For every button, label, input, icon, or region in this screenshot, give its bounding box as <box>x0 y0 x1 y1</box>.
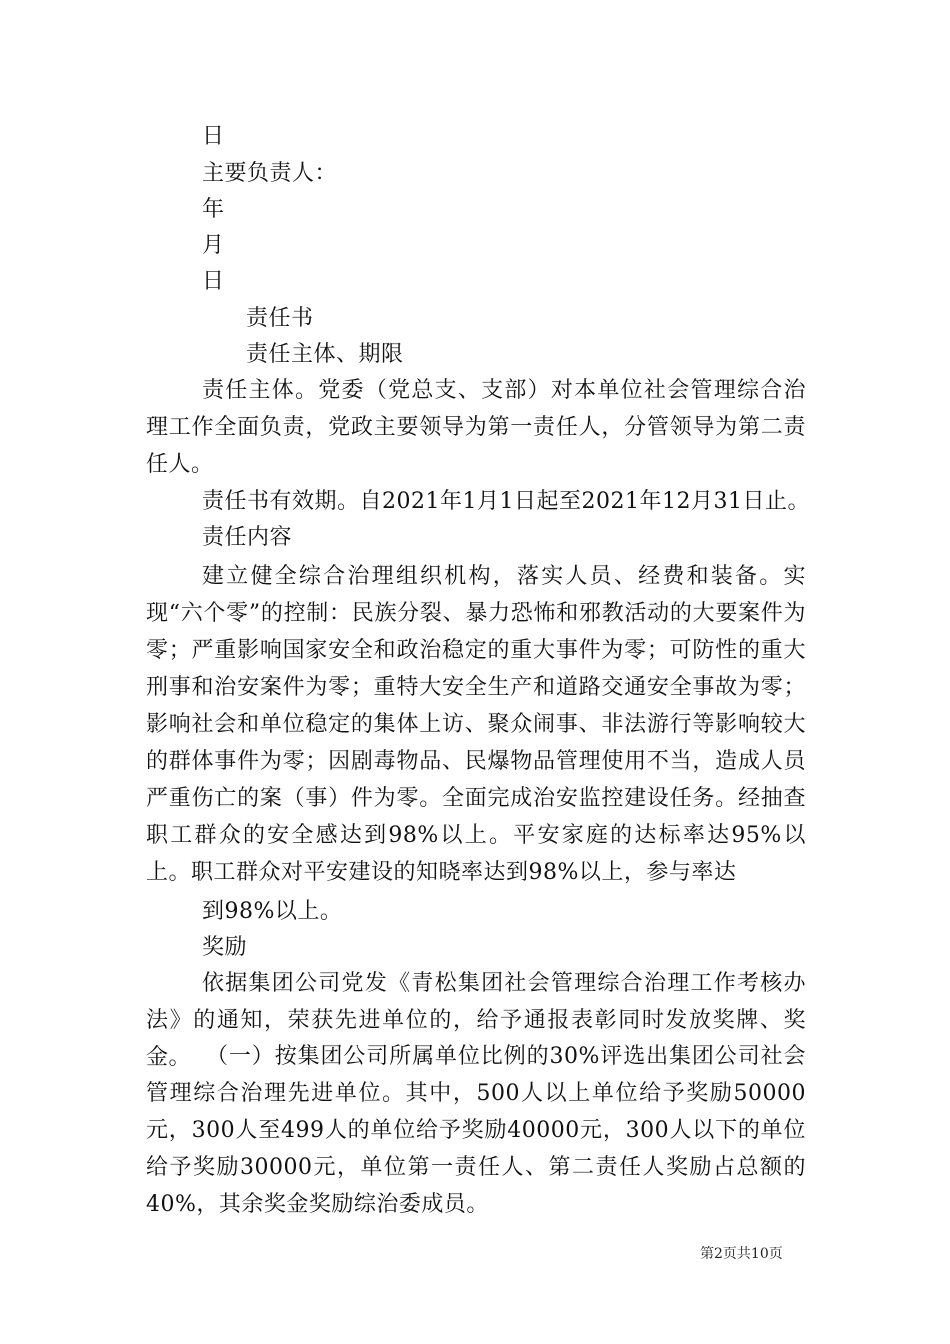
heading-responsibility-letter: 责任书 <box>246 306 314 331</box>
text-line-responsible-person: 主要负责人： <box>202 161 338 186</box>
text-line-year: 年 <box>202 197 225 222</box>
text-line-day-2: 日 <box>202 269 225 294</box>
heading-subject-period: 责任主体、期限 <box>246 342 404 367</box>
heading-content: 责任内容 <box>202 525 293 550</box>
page-number: 第2页共10页 <box>700 1246 783 1262</box>
paragraph-reward: 依据集团公司党发《青松集团社会管理综合治理工作考核办法》的通知，荣获先进单位的，给予通报表彰同时发放奖牌、奖金。 <box>146 971 806 1070</box>
paragraph-validity: 责任书有效期。自2021年1月1日起至2021年12月31日止。 <box>202 489 810 514</box>
paragraph-reward-item-1: （一）按集团公司所属单位比例的30%评选出集团公司社会管理综合治理先进单位。其中，500人以上单位给予奖励50000元，300人至499人的单位给予奖励40000元，300人以下的单位给予奖励30000元，单位第一责任人、第二责任人奖励占总额的40%，其余奖金奖励综治委成员。 <box>146 1044 806 1217</box>
heading-reward: 奖励 <box>202 935 248 960</box>
paragraph-content-tail: 到98%以上。 <box>202 899 343 924</box>
text-line-month: 月 <box>202 233 225 258</box>
paragraph-content: 建立健全综合治理组织机构，落实人员、经费和装备。实现“六个零”的控制：民族分裂、暴力恐怖和邪教活动的大要案件为零；严重影响国家安全和政治稳定的重大事件为零；可防性的重大刑事和治安案件为零；重特大安全生产和道路交通安全事故为零；影响社会和单位稳定的集体上访、聚众闹事、非法游行等影响较大的群体事件为零；因剧毒物品、民爆物品管理使用不当，造成人员严重伤亡的案（事）件为零。全面完成治安监控建设任务。经抽查职工群众的安全感达到98%以上。平安家庭的达标率达95%以上。职工群众对平安建设的知晓率达到98%以上，参与率达 <box>146 564 806 885</box>
text-line-day-1: 日 <box>202 124 225 149</box>
paragraph-subject: 责任主体。党委（党总支、支部）对本单位社会管理综合治理工作全面负责，党政主要领导为第一责任人，分管领导为第二责任人。 <box>146 378 806 477</box>
